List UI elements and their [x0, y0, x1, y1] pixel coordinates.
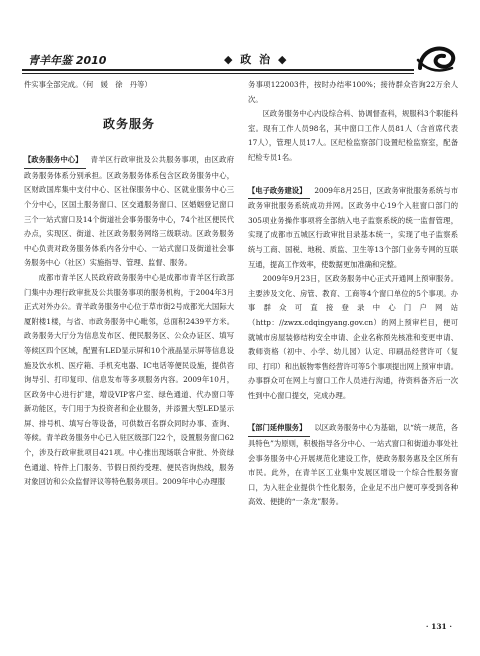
subheading-service-center: 【政务服务中心】 [24, 153, 86, 169]
page-number: · 131 · [425, 622, 452, 631]
right-column [248, 78, 458, 510]
section-title: ◆ 政 治 ◆ [224, 53, 289, 66]
paragraph-text: 2009年8月25日，区政务审批服务系统与市政务审批服务系统成功并网。区政务中心19个入驻窗口部门的305项业务操作事项将全部纳入电子监察系统的统一监督管理，实现了成都市五城区行政审批目录基本统一，实现了电子监察系统与工商、国税、地税、质监、卫生等13个部门业务专网的互联互通，提高工作效率，使数据更加准确和完整。 [248, 185, 458, 269]
header-rule [22, 69, 414, 71]
subheading-extension-service: 【部门延伸服务】 [248, 421, 310, 437]
paragraph-text: 青羊区行政审批及公共服务事项，由区政府政务服务体系分别承担。区政务服务体系包含区政务服务中心，区财政国库集中支付中心、区社保服务中心、区就业服务中心三个分中心，区国土服务窗口、区交通服务窗口、区婚姻登记窗口三个一站式窗口及14个街道社会事务服务中心，74个社区便民代办点，实现区、街道、社区政务服务网络三级联动。区政务服务中心负责对政务服务体系内各分中心、一站式窗口及街道社会事务服务中心（社区）实施指导、管理、监督、服务。 [24, 155, 234, 268]
subheading-e-government: 【电子政务建设】 [248, 184, 310, 200]
paragraph-text: 以区政务服务中心为基础，以“统一规范，各具特色”为原则，积极指导各分中心、一站式窗口和街道办事处社会事务服务中心开展规范化建设工作，使政务服务惠及全区所有市民。此外，在青羊区工业集中发展区增设一个综合性服务窗口，为入驻企业提供个性化服务，企业足不出户便可享受到各种高效、便捷的“一条龙”服务。 [248, 423, 458, 507]
continued-paragraph: 件实事全部完成。（何 媛 徐 丹等） [24, 80, 152, 89]
paragraph-extension-service [248, 421, 458, 510]
continued-paragraph-right: 务事项122003件，按时办结率100%；接待群众咨询22万余人次。 [248, 80, 458, 104]
paragraph-e-government [248, 184, 458, 273]
paragraph-service-center [24, 153, 234, 271]
decorative-swirl-icon [414, 38, 458, 78]
paragraph-online-review: 2009年9月23日，区政务服务中心正式开通网上预审服务。主要涉及文化、房管、教育、工商等4个窗口单位的5个事项。办事群众可直接登录中心门户网站（http：//zwzx.cdqingyang.gov.cn）的网上预审栏目，便可就城市房屋装修结构安全申请、企业名称预先核准和变更申请、教师资格（初中、小学、幼儿园）认定、印刷品经营许可（复印、打印）和出版物零售经营许可等5个事项提出网上预审申请。办事群众可在网上与窗口工作人员进行沟通，待资料备齐后一次性到中心窗口提交，完成办理。 [248, 274, 458, 400]
paragraph-center-history: 成都市青羊区人民政府政务服务中心是成都市青羊区行政部门集中办理行政审批及公共服务事项的服务机构，于2004年3月正式对外办公。青羊政务服务中心位于草市街2号成都光大国际大厦附楼1楼，与省、市政务服务中心毗邻，总面积2439平方米。政务服务大厅分为信息发布区、便民服务区、公众办证区、填写等候区四个区域，配置有LED显示屏和10个液晶显示屏等信息设施及饮水机、医疗箱、手机充电器、IC电话等便民设施，提供咨询导引、打印复印、信息发布等多项服务内容。2009年10月，区政务中心进行扩建，增设VIP客户室、绿色通道、代办窗口等新功能区，专门用于为投资者和企业服务，并添置大型LED显示屏、排号机、填写台等设备，可供数百名群众同时办事、查询、等候。青羊政务服务中心已入驻区级部门22个，设置服务窗口62个，涉及行政审批项目421项。中心推出现场联合审批、外资绿色通道、特件上门服务、节假日预约受理、便民咨询热线，服务对象回访和公众监督评议等特色服务项目。2009年中心办理服 [24, 272, 234, 487]
article-title: 政务服务 [102, 116, 155, 131]
paragraph-staffing: 区政务服务中心内设综合科、协调督查科，规服科3个职能科室。现有工作人员98名，其中窗口工作人员81人（含首席代表17人），管理人员17人。区纪检监察部门设置纪检监察室，配备纪检专员1名。 [248, 109, 458, 162]
left-column [24, 78, 234, 490]
yearbook-title: 青羊年鉴 2010 [28, 54, 107, 67]
running-header [22, 38, 458, 72]
header-rule-thin [22, 73, 414, 74]
